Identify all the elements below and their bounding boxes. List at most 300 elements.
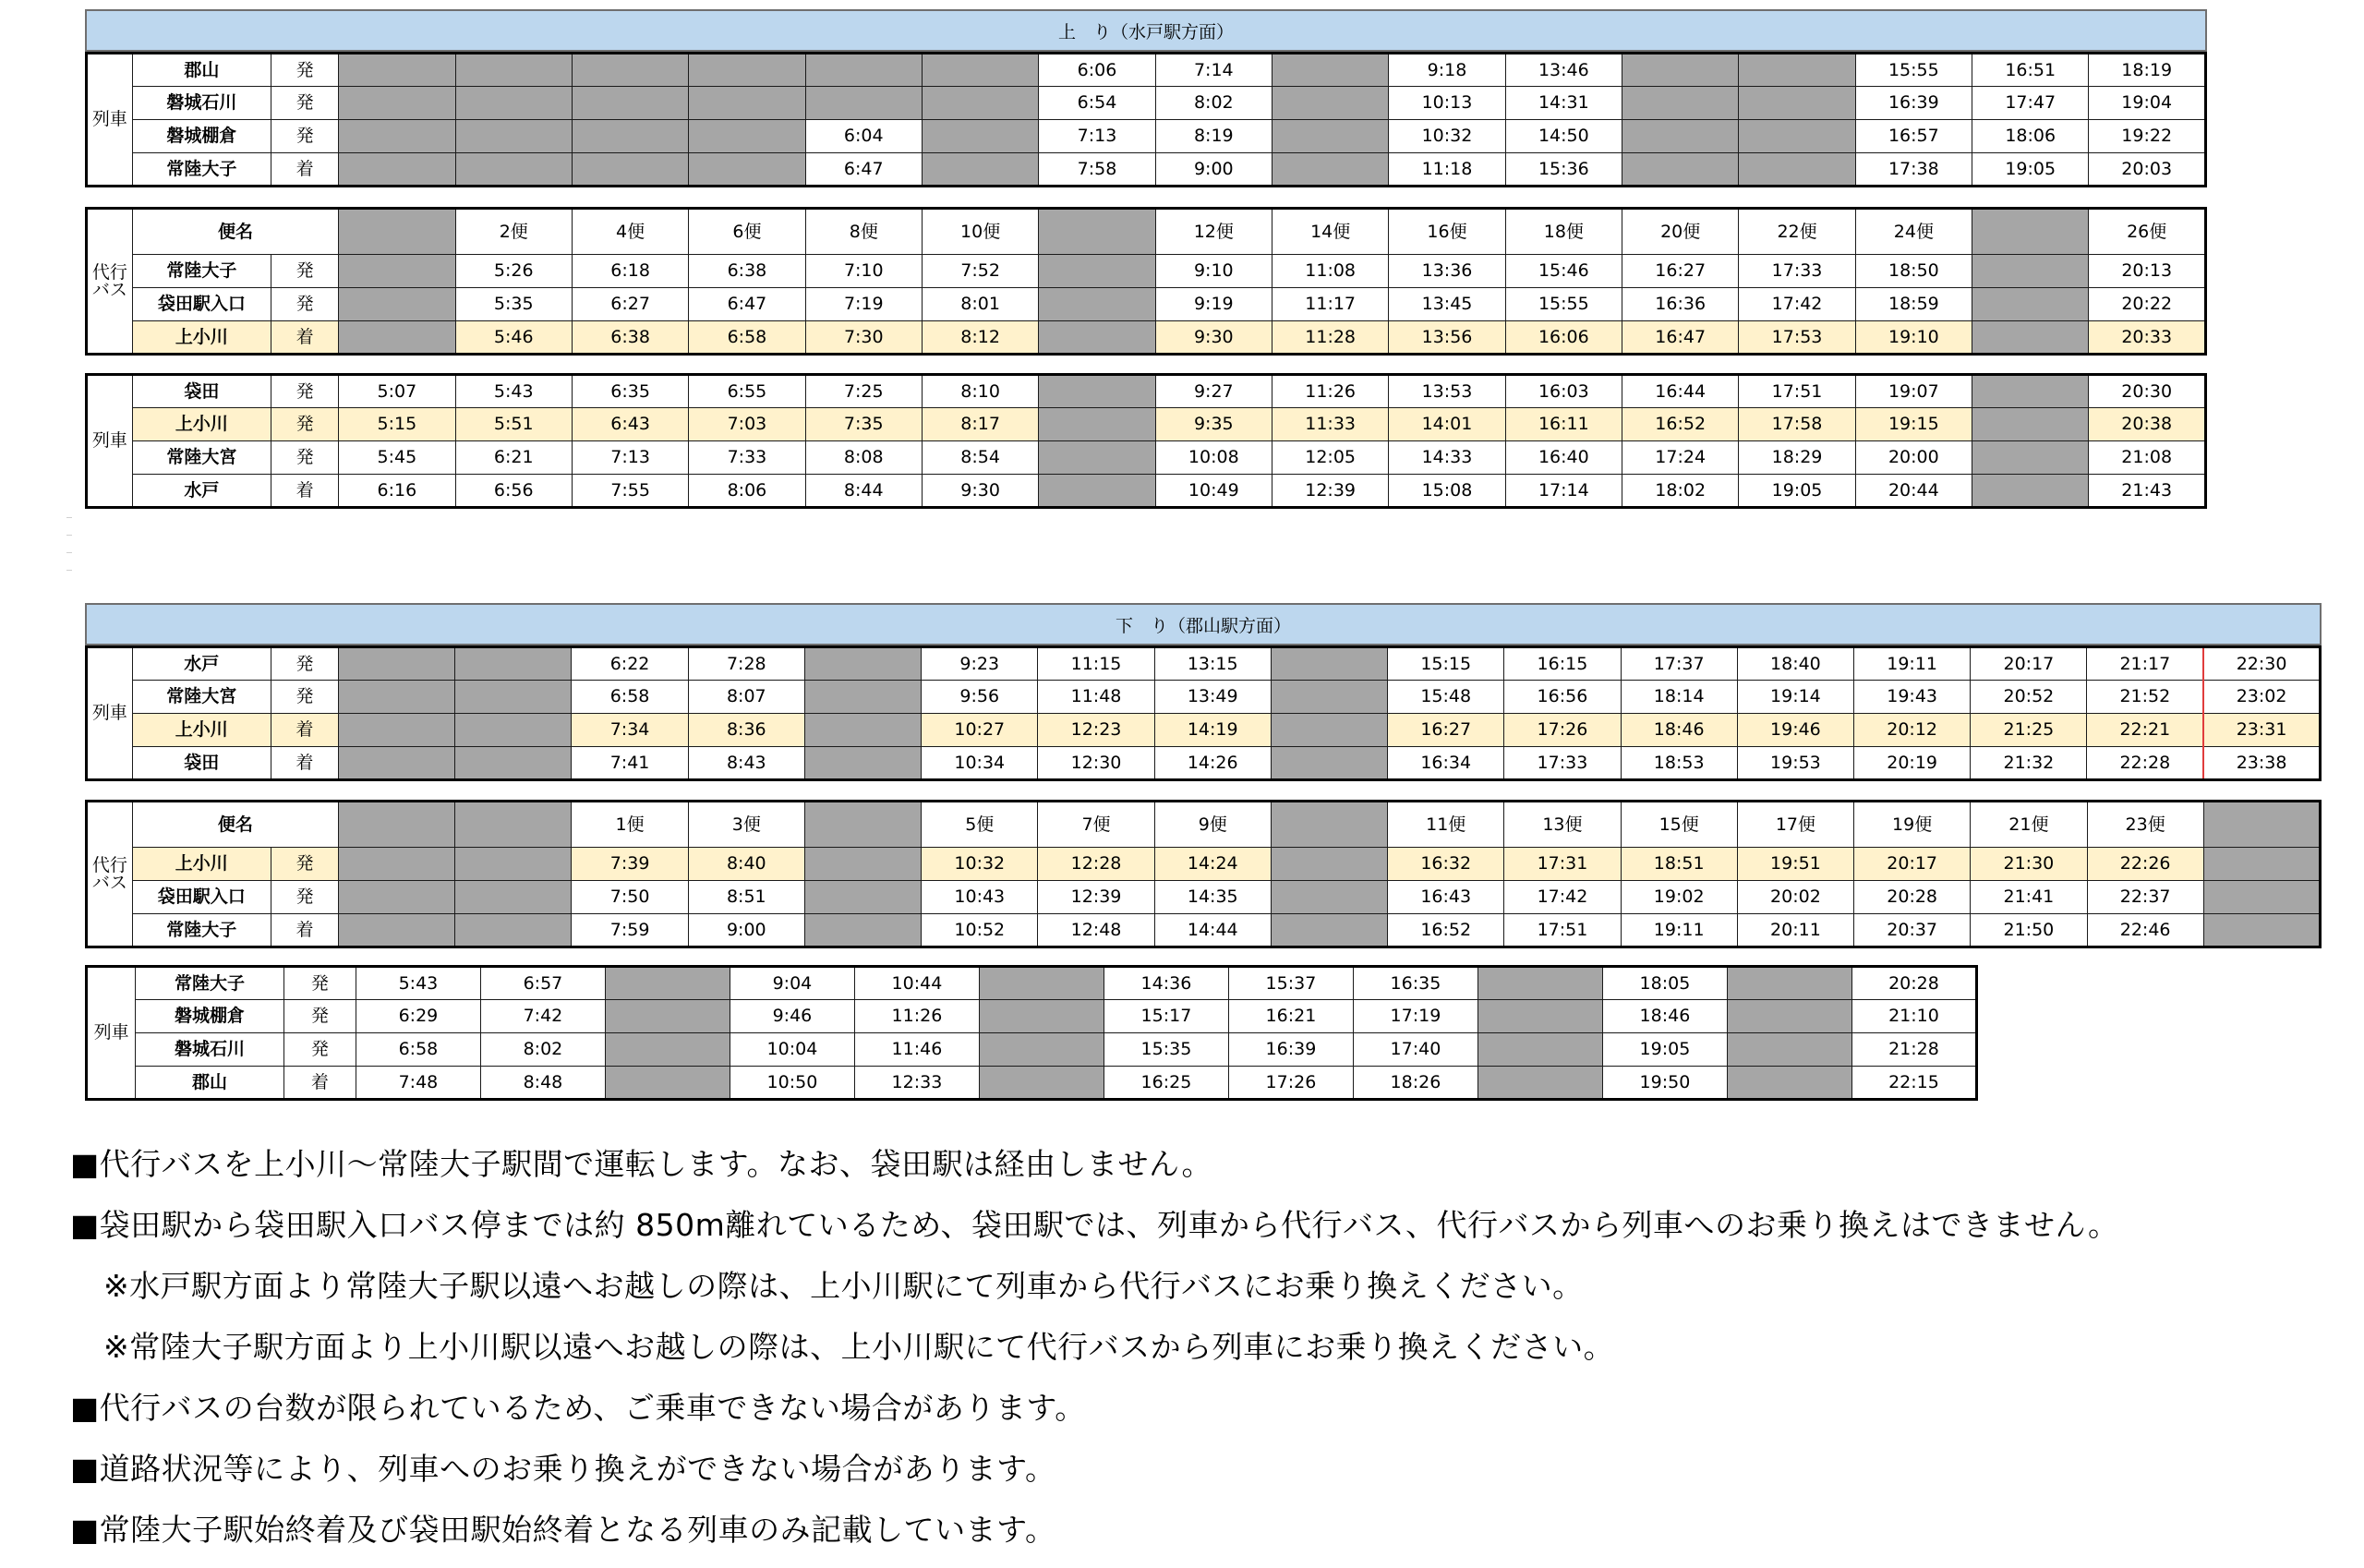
no-service-cell	[1271, 848, 1387, 881]
time-cell: 18:46	[1621, 714, 1737, 747]
no-service-cell	[338, 714, 454, 747]
no-service-cell	[338, 848, 454, 881]
group-label: 列車	[87, 375, 133, 508]
dep-arr-marker: 発	[271, 87, 339, 120]
time-cell: 15:35	[1104, 1033, 1228, 1067]
no-service-cell	[455, 87, 572, 120]
no-service-cell	[2203, 802, 2320, 848]
time-cell: 5:07	[339, 375, 455, 408]
no-service-cell	[1271, 714, 1387, 747]
bus-number-cell: 6便	[689, 209, 805, 255]
time-cell: 17:38	[1855, 153, 1972, 187]
time-cell: 11:26	[854, 1000, 979, 1033]
note-road-conditions: ■道路状況等により、列車へのお乗り換えができない場合があります。	[70, 1450, 1056, 1487]
dep-arr-marker: 着	[283, 1067, 356, 1100]
station-name: 磐城棚倉	[132, 120, 271, 153]
bus-number-cell: 7便	[1038, 802, 1154, 848]
no-service-cell	[338, 881, 454, 914]
time-cell: 11:33	[1272, 408, 1388, 441]
timetable-row	[87, 967, 1977, 1000]
time-cell: 14:24	[1154, 848, 1271, 881]
time-cell: 9:30	[922, 475, 1038, 508]
no-service-cell	[804, 848, 921, 881]
time-cell: 6:04	[805, 120, 922, 153]
time-cell: 17:33	[1739, 255, 1855, 288]
time-cell: 19:02	[1621, 881, 1737, 914]
time-cell: 12:48	[1038, 914, 1154, 947]
time-cell: 10:32	[922, 848, 1038, 881]
time-cell: 7:13	[572, 441, 688, 475]
no-service-cell	[1727, 967, 1851, 1000]
no-service-cell	[689, 87, 805, 120]
time-cell: 8:54	[922, 441, 1038, 475]
time-cell: 10:13	[1389, 87, 1505, 120]
time-cell: 8:44	[805, 475, 922, 508]
time-cell: 18:19	[2089, 54, 2206, 87]
station-name: 郡山	[132, 54, 271, 87]
time-cell: 20:17	[1971, 647, 2087, 681]
no-service-cell	[572, 87, 688, 120]
time-cell: 20:02	[1737, 881, 1853, 914]
time-cell: 5:35	[455, 288, 572, 321]
no-service-cell	[455, 54, 572, 87]
nobori-bus-table	[85, 207, 2207, 356]
timetable-row	[87, 881, 2321, 914]
time-cell: 18:51	[1621, 848, 1737, 881]
time-cell: 8:01	[922, 288, 1038, 321]
no-service-cell	[455, 802, 572, 848]
dep-arr-marker: 発	[283, 1000, 356, 1033]
time-cell: 16:03	[1505, 375, 1622, 408]
time-cell: 18:05	[1602, 967, 1727, 1000]
no-service-cell	[1622, 120, 1739, 153]
dep-arr-marker: 発	[271, 881, 338, 914]
time-cell: 7:55	[572, 475, 688, 508]
time-cell: 6:18	[572, 255, 688, 288]
no-service-cell	[455, 848, 572, 881]
group-label: 代行 バス	[87, 209, 133, 355]
time-cell: 17:40	[1353, 1033, 1478, 1067]
group-label: 列車	[87, 54, 133, 187]
bus-number-cell: 10便	[922, 209, 1038, 255]
time-cell: 7:03	[689, 408, 805, 441]
no-service-cell	[804, 681, 921, 714]
time-cell: 6:47	[689, 288, 805, 321]
time-cell: 18:14	[1621, 681, 1737, 714]
time-cell: 8:06	[689, 475, 805, 508]
time-cell: 10:49	[1155, 475, 1272, 508]
no-service-cell	[922, 54, 1038, 87]
time-cell: 17:47	[1972, 87, 2089, 120]
no-service-cell	[572, 120, 688, 153]
time-cell: 21:41	[1971, 881, 2087, 914]
no-service-cell	[689, 153, 805, 187]
time-cell: 15:17	[1104, 1000, 1228, 1033]
time-cell: 16:47	[1622, 321, 1739, 355]
time-cell: 17:53	[1739, 321, 1855, 355]
no-service-cell	[804, 914, 921, 947]
time-cell: 20:28	[1854, 881, 1971, 914]
timetable-row	[87, 441, 2206, 475]
time-cell: 10:50	[730, 1067, 854, 1100]
time-cell: 6:58	[356, 1033, 480, 1067]
no-service-cell	[338, 914, 454, 947]
no-service-cell	[1972, 475, 2089, 508]
time-cell: 16:21	[1228, 1000, 1353, 1033]
no-service-cell	[1972, 441, 2089, 475]
time-cell: 19:53	[1737, 747, 1853, 780]
no-service-cell	[1039, 209, 1155, 255]
station-name: 袋田	[132, 375, 271, 408]
dep-arr-marker: 発	[271, 54, 339, 87]
dep-arr-marker: 発	[271, 408, 339, 441]
time-cell: 10:43	[922, 881, 1038, 914]
time-cell: 22:15	[1851, 1067, 1976, 1100]
no-service-cell	[922, 120, 1038, 153]
no-service-cell	[1622, 87, 1739, 120]
no-service-cell	[805, 54, 922, 87]
no-service-cell	[339, 321, 455, 355]
no-service-cell	[1039, 475, 1155, 508]
time-cell: 23:38	[2203, 747, 2320, 780]
no-service-cell	[338, 681, 454, 714]
time-cell: 11:28	[1272, 321, 1388, 355]
time-cell: 16:34	[1388, 747, 1504, 780]
time-cell: 18:40	[1737, 647, 1853, 681]
time-cell: 15:55	[1855, 54, 1972, 87]
time-cell: 8:12	[922, 321, 1038, 355]
time-cell: 16:11	[1505, 408, 1622, 441]
timetable-row	[87, 914, 2321, 947]
time-cell: 6:38	[572, 321, 688, 355]
time-cell: 19:07	[1855, 375, 1972, 408]
station-name: 磐城石川	[132, 87, 271, 120]
timetable-row	[87, 255, 2206, 288]
time-cell: 22:21	[2087, 714, 2203, 747]
time-cell: 19:11	[1854, 647, 1971, 681]
time-cell: 16:36	[1622, 288, 1739, 321]
time-cell: 20:44	[1855, 475, 1972, 508]
time-cell: 18:29	[1739, 441, 1855, 475]
kudari-bus-table	[85, 800, 2322, 948]
bus-number-cell: 2便	[455, 209, 572, 255]
time-cell: 7:42	[480, 1000, 605, 1033]
time-cell: 22:30	[2203, 647, 2320, 681]
time-cell: 17:37	[1621, 647, 1737, 681]
time-cell: 9:56	[922, 681, 1038, 714]
no-service-cell	[339, 255, 455, 288]
time-cell: 5:45	[339, 441, 455, 475]
no-service-cell	[979, 1033, 1104, 1067]
time-cell: 7:52	[922, 255, 1038, 288]
time-cell: 22:37	[2087, 881, 2203, 914]
group-label: 代行 バス	[87, 802, 133, 947]
time-cell: 16:51	[1972, 54, 2089, 87]
time-cell: 6:21	[455, 441, 572, 475]
no-service-cell	[1039, 408, 1155, 441]
time-cell: 5:43	[356, 967, 480, 1000]
time-cell: 8:36	[688, 714, 804, 747]
no-service-cell	[1622, 153, 1739, 187]
time-cell: 18:46	[1602, 1000, 1727, 1033]
time-cell: 6:29	[356, 1000, 480, 1033]
no-service-cell	[2203, 881, 2320, 914]
time-cell: 12:39	[1272, 475, 1388, 508]
timetable-row	[87, 153, 2206, 187]
time-cell: 20:38	[2089, 408, 2206, 441]
time-cell: 6:56	[455, 475, 572, 508]
time-cell: 13:36	[1389, 255, 1505, 288]
station-name: 袋田駅入口	[132, 881, 271, 914]
no-service-cell	[1039, 375, 1155, 408]
time-cell: 9:10	[1155, 255, 1272, 288]
time-cell: 9:18	[1389, 54, 1505, 87]
time-cell: 6:27	[572, 288, 688, 321]
timetable-row	[87, 375, 2206, 408]
time-cell: 7:39	[572, 848, 688, 881]
time-cell: 20:13	[2089, 255, 2206, 288]
time-cell: 15:48	[1388, 681, 1504, 714]
no-service-cell	[804, 747, 921, 780]
time-cell: 12:30	[1038, 747, 1154, 780]
no-service-cell	[922, 87, 1038, 120]
time-cell: 7:58	[1039, 153, 1155, 187]
no-service-cell	[804, 881, 921, 914]
dep-arr-marker: 発	[271, 375, 339, 408]
time-cell: 6:06	[1039, 54, 1155, 87]
time-cell: 19:14	[1737, 681, 1853, 714]
time-cell: 20:19	[1854, 747, 1971, 780]
page-margin-marks	[66, 517, 74, 591]
time-cell: 13:46	[1505, 54, 1622, 87]
no-service-cell	[804, 714, 921, 747]
time-cell: 9:19	[1155, 288, 1272, 321]
no-service-cell	[1271, 802, 1387, 848]
group-label: 列車	[87, 647, 133, 780]
time-cell: 8:10	[922, 375, 1038, 408]
station-name: 上小川	[132, 848, 271, 881]
time-cell: 16:56	[1504, 681, 1621, 714]
dep-arr-marker: 着	[271, 747, 338, 780]
time-cell: 5:26	[455, 255, 572, 288]
time-cell: 22:46	[2087, 914, 2203, 947]
station-name: 袋田駅入口	[132, 288, 271, 321]
time-cell: 18:02	[1622, 475, 1739, 508]
time-cell: 13:45	[1389, 288, 1505, 321]
no-service-cell	[1739, 87, 1855, 120]
time-cell: 16:39	[1228, 1033, 1353, 1067]
no-service-cell	[1739, 54, 1855, 87]
time-cell: 11:46	[854, 1033, 979, 1067]
no-service-cell	[2203, 848, 2320, 881]
no-service-cell	[1271, 647, 1387, 681]
time-cell: 21:32	[1971, 747, 2087, 780]
time-cell: 16:44	[1622, 375, 1739, 408]
station-name: 常陸大子	[136, 967, 284, 1000]
timetable-row	[87, 747, 2321, 780]
timetable-row	[87, 475, 2206, 508]
time-cell: 16:25	[1104, 1067, 1228, 1100]
time-cell: 16:06	[1505, 321, 1622, 355]
station-name: 磐城棚倉	[136, 1000, 284, 1033]
station-name: 常陸大子	[132, 914, 271, 947]
time-cell: 8:51	[688, 881, 804, 914]
bus-number-cell: 1便	[572, 802, 688, 848]
time-cell: 18:59	[1855, 288, 1972, 321]
no-service-cell	[1478, 1067, 1602, 1100]
bus-number-cell: 17便	[1737, 802, 1853, 848]
bus-number-cell: 20便	[1622, 209, 1739, 255]
time-cell: 8:17	[922, 408, 1038, 441]
time-cell: 19:10	[1855, 321, 1972, 355]
time-cell: 14:44	[1154, 914, 1271, 947]
kudari-title: 下 り（郡山駅方面）	[85, 603, 2322, 645]
dep-arr-marker: 着	[271, 914, 338, 947]
no-service-cell	[605, 1033, 730, 1067]
time-cell: 17:58	[1739, 408, 1855, 441]
time-cell: 19:11	[1621, 914, 1737, 947]
dep-arr-marker: 発	[271, 288, 339, 321]
time-cell: 17:14	[1505, 475, 1622, 508]
station-name: 上小川	[132, 408, 271, 441]
no-service-cell	[1972, 288, 2089, 321]
time-cell: 15:15	[1388, 647, 1504, 681]
no-service-cell	[1727, 1000, 1851, 1033]
time-cell: 8:02	[480, 1033, 605, 1067]
time-cell: 6:43	[572, 408, 688, 441]
note-limited-buses: ■代行バスの台数が限られているため、ご乗車できない場合があります。	[70, 1389, 1086, 1426]
time-cell: 23:02	[2203, 681, 2320, 714]
no-service-cell	[339, 120, 455, 153]
no-service-cell	[1972, 321, 2089, 355]
time-cell: 7:35	[805, 408, 922, 441]
time-cell: 7:48	[356, 1067, 480, 1100]
time-cell: 10:04	[730, 1033, 854, 1067]
time-cell: 11:18	[1389, 153, 1505, 187]
note-transfer-from-daigo: ※常陸大子駅方面より上小川駅以遠へお越しの際は、上小川駅にて代行バスから列車にお乗り換えください。	[103, 1328, 1615, 1365]
time-cell: 7:28	[688, 647, 804, 681]
no-service-cell	[338, 802, 454, 848]
no-service-cell	[1972, 408, 2089, 441]
timetable-row	[87, 1067, 1977, 1100]
time-cell: 12:23	[1038, 714, 1154, 747]
timetable-row	[87, 54, 2206, 87]
no-service-cell	[605, 1000, 730, 1033]
time-cell: 7:13	[1039, 120, 1155, 153]
time-cell: 9:46	[730, 1000, 854, 1033]
no-service-cell	[1739, 120, 1855, 153]
time-cell: 20:03	[2089, 153, 2206, 187]
dep-arr-marker: 発	[271, 647, 338, 681]
time-cell: 18:50	[1855, 255, 1972, 288]
note-transfer-from-mito: ※水戸駅方面より常陸大子駅以遠へお越しの際は、上小川駅にて列車から代行バスにお乗り換えください。	[103, 1267, 1584, 1304]
time-cell: 20:12	[1854, 714, 1971, 747]
timetable-row	[87, 1000, 1977, 1033]
time-cell: 18:26	[1353, 1067, 1478, 1100]
no-service-cell	[689, 54, 805, 87]
time-cell: 7:19	[805, 288, 922, 321]
bus-number-cell: 9便	[1154, 802, 1271, 848]
no-service-cell	[339, 209, 455, 255]
no-service-cell	[2203, 914, 2320, 947]
time-cell: 7:34	[572, 714, 688, 747]
time-cell: 7:33	[689, 441, 805, 475]
station-name: 常陸大子	[132, 153, 271, 187]
time-cell: 12:05	[1272, 441, 1388, 475]
bus-number-cell: 23便	[2087, 802, 2203, 848]
time-cell: 19:50	[1602, 1067, 1727, 1100]
time-cell: 19:05	[1972, 153, 2089, 187]
time-cell: 21:43	[2089, 475, 2206, 508]
time-cell: 22:26	[2087, 848, 2203, 881]
station-name: 磐城石川	[136, 1033, 284, 1067]
time-cell: 6:35	[572, 375, 688, 408]
no-service-cell	[455, 881, 572, 914]
dep-arr-marker: 着	[271, 153, 339, 187]
bus-number-cell: 8便	[805, 209, 922, 255]
no-service-cell	[1972, 375, 2089, 408]
time-cell: 14:35	[1154, 881, 1271, 914]
bus-number-cell: 21便	[1971, 802, 2087, 848]
bus-number-label: 便名	[132, 802, 338, 848]
no-service-cell	[338, 647, 454, 681]
time-cell: 11:17	[1272, 288, 1388, 321]
time-cell: 10:32	[1389, 120, 1505, 153]
time-cell: 11:26	[1272, 375, 1388, 408]
time-cell: 21:50	[1971, 914, 2087, 947]
time-cell: 19:04	[2089, 87, 2206, 120]
bus-number-header-row	[87, 802, 2321, 848]
time-cell: 7:50	[572, 881, 688, 914]
time-cell: 20:52	[1971, 681, 2087, 714]
no-service-cell	[1739, 153, 1855, 187]
dep-arr-marker: 発	[271, 255, 339, 288]
no-service-cell	[339, 54, 455, 87]
dep-arr-marker: 発	[271, 441, 339, 475]
bus-number-cell: 3便	[688, 802, 804, 848]
no-service-cell	[455, 747, 572, 780]
no-service-cell	[979, 1000, 1104, 1033]
no-service-cell	[922, 153, 1038, 187]
dep-arr-marker: 着	[271, 475, 339, 508]
time-cell: 17:33	[1504, 747, 1621, 780]
time-cell: 18:53	[1621, 747, 1737, 780]
bus-number-cell: 13便	[1504, 802, 1621, 848]
timetable-row	[87, 647, 2321, 681]
timetable-row	[87, 288, 2206, 321]
time-cell: 16:43	[1388, 881, 1504, 914]
time-cell: 17:51	[1739, 375, 1855, 408]
time-cell: 11:48	[1038, 681, 1154, 714]
time-cell: 22:28	[2087, 747, 2203, 780]
no-service-cell	[1272, 120, 1388, 153]
nobori-train1-table	[85, 52, 2207, 187]
time-cell: 8:40	[688, 848, 804, 881]
time-cell: 19:05	[1739, 475, 1855, 508]
time-cell: 15:08	[1389, 475, 1505, 508]
time-cell: 23:31	[2203, 714, 2320, 747]
bus-number-cell: 18便	[1505, 209, 1622, 255]
bus-number-label: 便名	[132, 209, 338, 255]
time-cell: 17:26	[1504, 714, 1621, 747]
time-cell: 13:53	[1389, 375, 1505, 408]
time-cell: 21:52	[2087, 681, 2203, 714]
time-cell: 5:51	[455, 408, 572, 441]
timetable-row	[87, 87, 2206, 120]
time-cell: 21:30	[1971, 848, 2087, 881]
time-cell: 14:50	[1505, 120, 1622, 153]
time-cell: 6:47	[805, 153, 922, 187]
